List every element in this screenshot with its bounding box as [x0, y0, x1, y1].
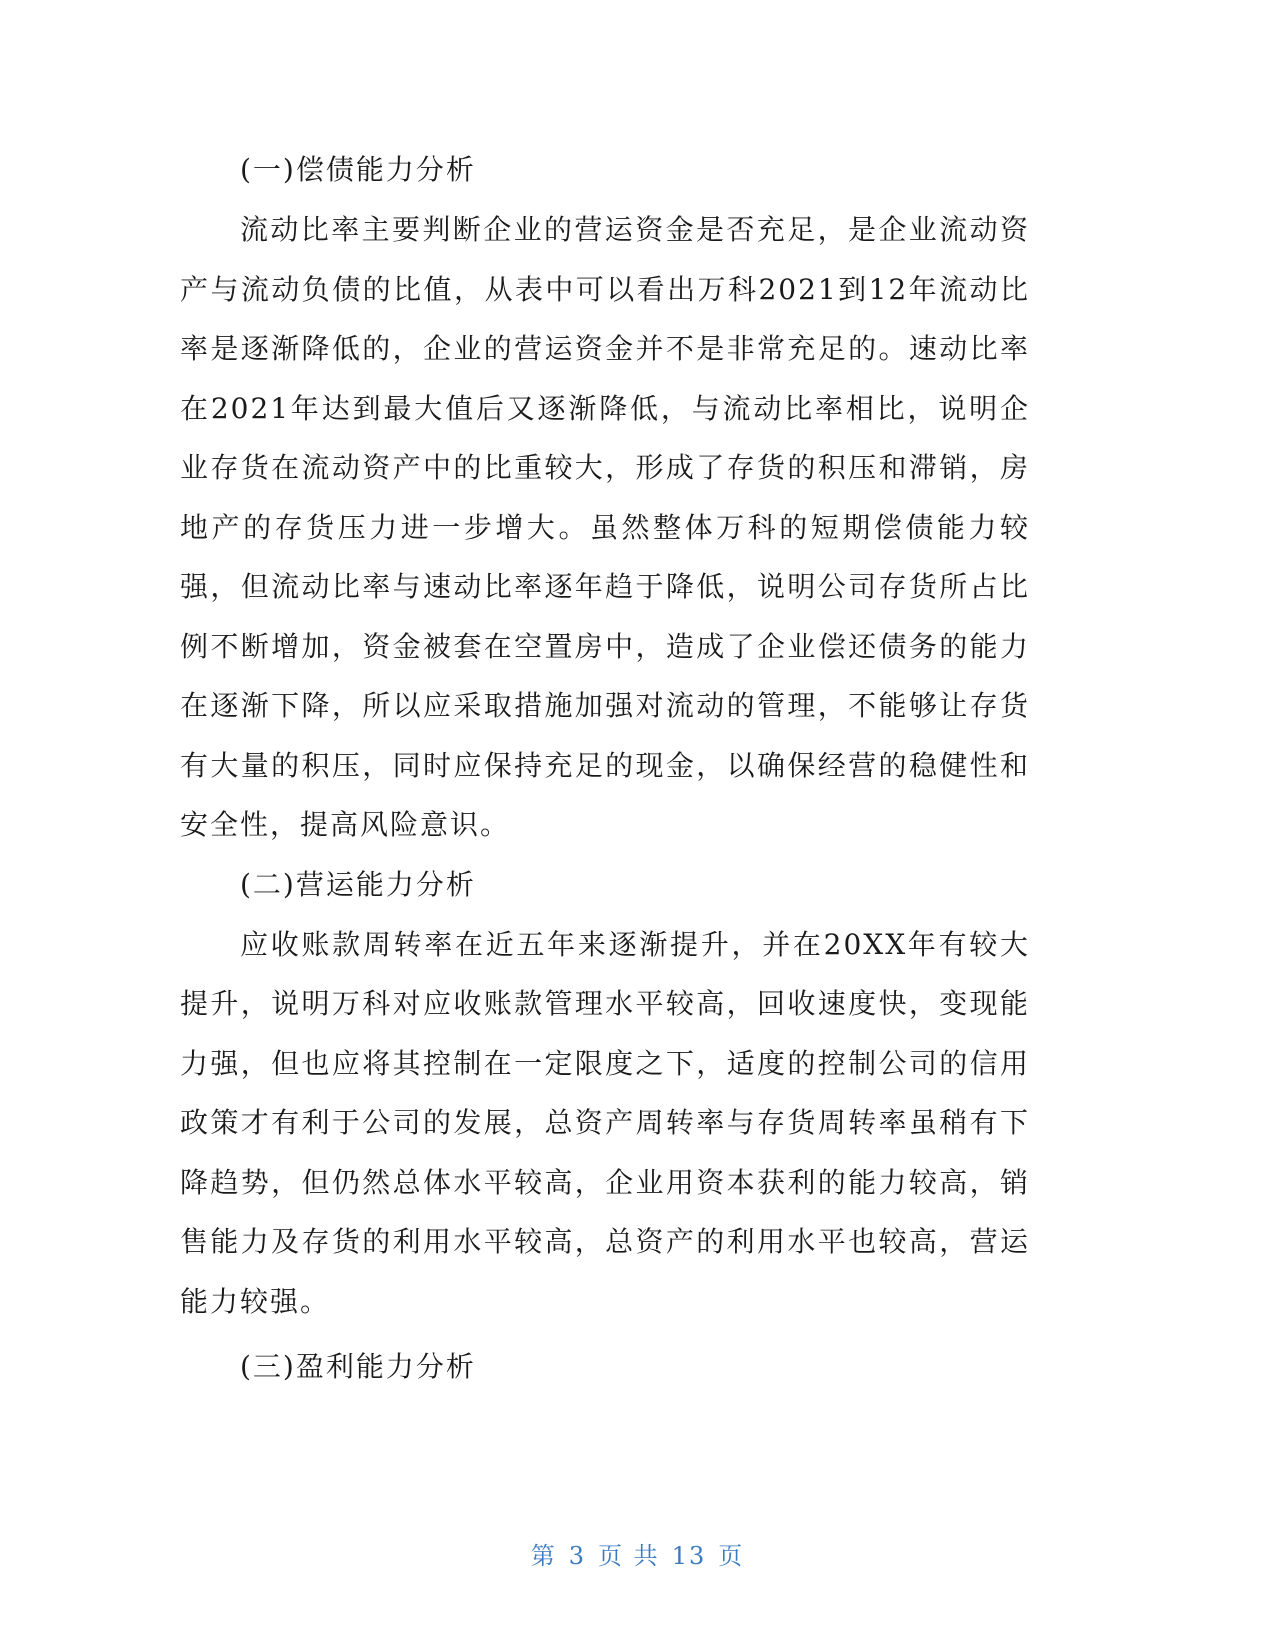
- footer-middle: 页 共: [598, 1542, 660, 1570]
- section-heading-solvency: (一)偿债能力分析: [240, 153, 476, 186]
- section-paragraph-solvency: 流动比率主要判断企业的营运资金是否充足，是企业流动资产与流动负债的比值，从表中可以看出万科2021到12年流动比率是逐渐降低的，企业的营运资金并不是非常充足的。速动比率在2021年达到最大值后又逐渐降低，与流动比率相比，说明企业存货在流动资产中的比重较大，形成了存货的积压和滞销，房地产的存货压力进一步增大。虽然整体万科的短期偿债能力较强，但流动比率与速动比率逐年趋于降低，说明公司存货所占比例不断增加，资金被套在空置房中，造成了企业偿还债务的能力在逐渐下降，所以应采取措施加强对流动的管理，不能够让存货有大量的积压，同时应保持充足的现金，以确保经营的稳健性和安全性，提高风险意识。: [180, 213, 1030, 841]
- section-heading-profitability: (三)盈利能力分析: [240, 1350, 476, 1383]
- page-footer: [0, 1536, 1275, 1571]
- document-body: [180, 140, 1030, 1397]
- footer-total-pages: 13: [671, 1542, 707, 1570]
- footer-suffix: 页: [718, 1542, 745, 1570]
- section-paragraph-operating: 应收账款周转率在近五年来逐渐提升，并在20XX年有较大提升，说明万科对应收账款管理水平较高，回收速度快，变现能力强，但也应将其控制在一定限度之下，适度的控制公司的信用政策才有利于公司的发展，总资产周转率与存货周转率虽稍有下降趋势，但仍然总体水平较高，企业用资本获利的能力较高，销售能力及存货的利用水平较高，总资产的利用水平也较高，营运能力较强。: [180, 927, 1030, 1318]
- footer-current-page: 3: [568, 1542, 587, 1570]
- footer-prefix: 第: [530, 1542, 557, 1570]
- section-heading-operating: (二)营运能力分析: [240, 867, 476, 901]
